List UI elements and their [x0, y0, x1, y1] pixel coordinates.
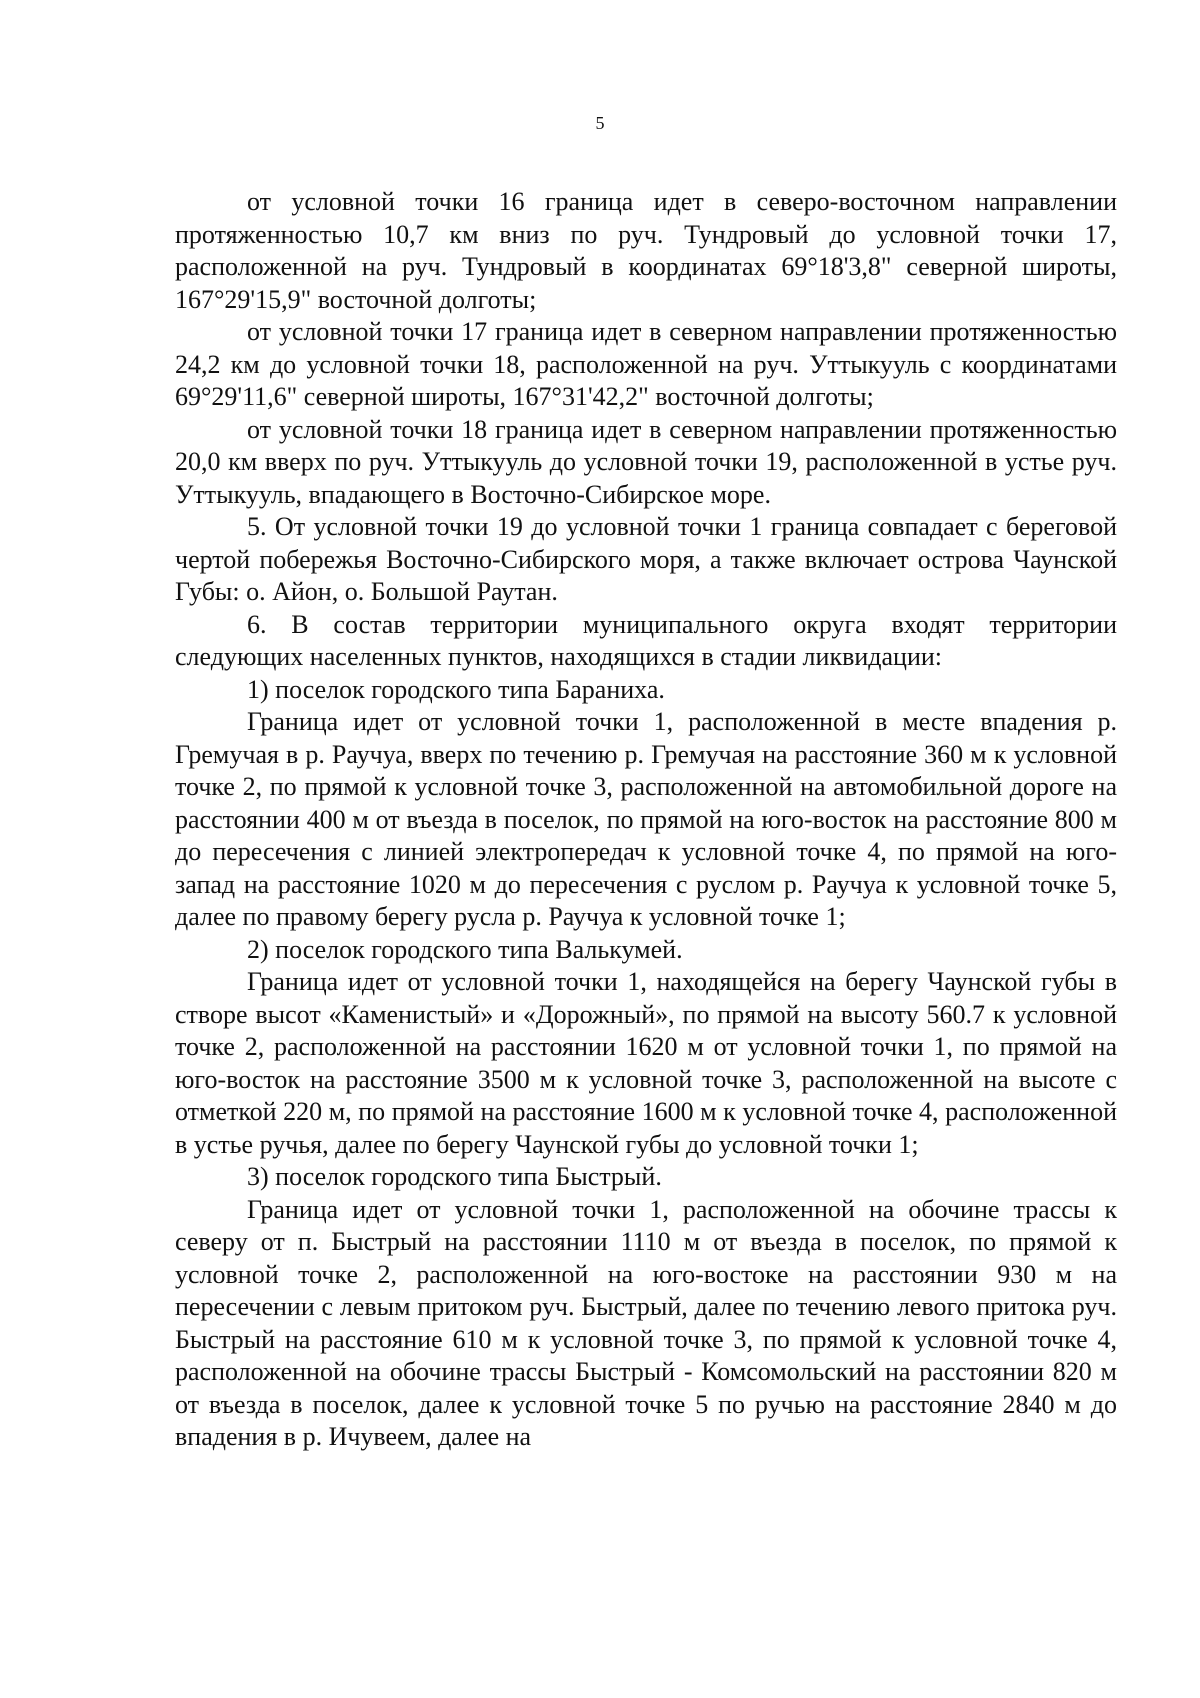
page-number: 5 — [595, 113, 605, 133]
paragraph-valkumey-boundary: Граница идет от условной точки 1, находящейся на берегу Чаунской губы в створе высот «Каменистый» и «Дорожный», по прямой на высоту 560.7 к условной точке 2, расположенной на расстоянии 1620 м от условной точки 1, по прямой на юго-восток на расстояние 3500 м к условной точке 3, расположенной на высоте с отметкой 220 м, по прямой на расстояние 1600 м к условной точке 4, расположенной в устье ручья, далее по берегу Чаунской губы до условной точки 1; — [175, 967, 1117, 1159]
document-body — [175, 186, 1117, 1454]
subheading-bystry: 3) поселок городского типа Быстрый. — [247, 1162, 662, 1191]
paragraph-baranikha-boundary: Граница идет от условной точки 1, расположенной в месте впадения р. Гремучая в р. Раучуа, вверх по течению р. Гремучая на расстояние 360 м к условной точке 2, по прямой к условной точке 3, расположенной на автомобильной дороге на расстоянии 400 м от въезда в поселок, по прямой на юго-восток на расстояние 800 м до пересечения с линией электропередач к условной точке 4, по прямой на юго-запад на расстояние 1020 м до пересечения с руслом р. Раучуа к условной точке 5, далее по правому берегу русла р. Раучуа к условной точке 1; — [175, 707, 1117, 931]
paragraph-bystry-boundary: Граница идет от условной точки 1, расположенной на обочине трассы к северу от п. Быстрый на расстоянии 1110 м от въезда в поселок, по прямой к условной точке 2, расположенной на юго-востоке на расстоянии 930 м на пересечении с левым притоком руч. Быстрый, далее по течению левого притока руч. Быстрый на расстояние 610 м к условной точке 3, по прямой к условной точке 4, расположенной на обочине трассы Быстрый - Комсомольский на расстоянии 820 м от въезда в поселок, далее к условной точке 5 по ручью на расстояние 2840 м до впадения в р. Ичувеем, далее на — [175, 1194, 1117, 1451]
paragraph-item-5: 5. От условной точки 19 до условной точки 1 граница совпадает с береговой чертой побережья Восточно-Сибирского моря, а также включает острова Чаунской Губы: о. Айон, о. Большой Раутан. — [175, 512, 1117, 606]
subheading-baranikha: 1) поселок городского типа Бараниха. — [247, 674, 665, 704]
paragraph-item-6: 6. В состав территории муниципального округа входят территории следующих населенных пунктов, находящихся в стадии ликвидации: — [175, 609, 1117, 671]
paragraph-point-18: от условной точки 18 граница идет в северном направлении протяженностью 20,0 км вверх по руч. Уттыкууль до условной точки 19, расположенной в устье руч. Уттыкууль, впадающего в Восточно-Сибирское море. — [175, 414, 1117, 509]
subheading-valkumey: 2) поселок городского типа Валькумей. — [247, 934, 683, 964]
paragraph-point-16: от условной точки 16 граница идет в северо-восточном направлении протяженностью 10,7 км вниз по руч. Тундровый до условной точки 17, расположенной на руч. Тундровый в координатах 69°18'3,8" северной широты, 167°29'15,9" восточной долготы; — [175, 187, 1117, 314]
paragraph-point-17: от условной точки 17 граница идет в северном направлении протяженностью 24,2 км до условной точки 18, расположенной на руч. Уттыкууль с координатами 69°29'11,6" северной широты, 167°31'42,2" восточной долготы; — [175, 317, 1117, 411]
